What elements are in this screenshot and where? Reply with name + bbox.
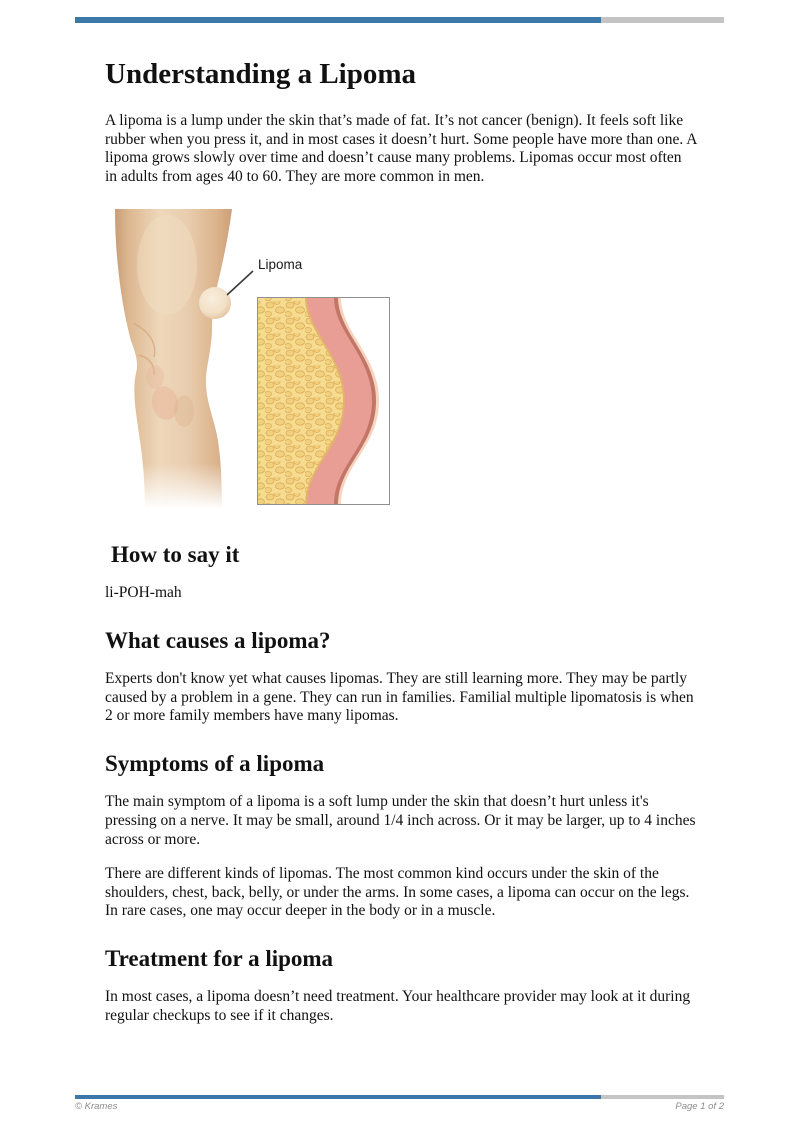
lipoma-bump (199, 287, 231, 319)
page-footer (75, 1101, 724, 1112)
heading-how-to-say-it: How to say it (111, 541, 240, 567)
leg-fadeout (105, 463, 245, 517)
causes-paragraph: Experts don't know yet what causes lipomas. They are still learning more. They may be partly caused by a problem in a gene. They can run in families. Familial multiple lipomatosis is when 2 or more family members have many lipomas. (105, 670, 694, 725)
heading-treatment: Treatment for a lipoma (105, 945, 334, 971)
knee-shading (146, 365, 164, 389)
label-pointer-line (227, 271, 253, 295)
leg-drawing (105, 209, 245, 517)
lipoma-illustration-svg (105, 205, 405, 517)
bottom-accent-bar (75, 1095, 724, 1099)
cross-section-inset (257, 297, 390, 505)
copyright-text: © Krames (75, 1101, 118, 1112)
lipoma-label: Lipoma (258, 256, 303, 272)
lipoma-illustration (105, 205, 697, 517)
thigh-highlight (137, 215, 197, 315)
bottom-accent-bar-fill (75, 1095, 601, 1099)
heading-causes: What causes a lipoma? (105, 627, 331, 653)
symptoms-paragraph-2: There are different kinds of lipomas. The most common kind occurs under the skin of the shoulders, chest, back, belly, or under the arms. In some cases, a lipoma can occur on the legs. In rare cases, one may occur deeper in the body or in a muscle. (105, 865, 690, 920)
intro-paragraph: A lipoma is a lump under the skin that’s made of fat. It’s not cancer (benign). It feels soft like rubber when you press it, and in most cases it doesn’t hurt. Some people have more than one. A lipoma grows slowly over time and doesn’t cause many problems. Lipomas occur most often in adults from ages 40 to 60. They are more common in men. (105, 112, 697, 186)
heading-symptoms: Symptoms of a lipoma (105, 750, 325, 776)
symptoms-paragraph-1: The main symptom of a lipoma is a soft lump under the skin that doesn’t hurt unless it's pressing on a nerve. It may be small, around 1/4 inch across. Or it may be larger, up to 4 inches across or more. (105, 793, 696, 848)
knee-shadow (174, 395, 194, 427)
top-accent-bar (75, 17, 724, 23)
top-accent-bar-fill (75, 17, 601, 23)
page-number: Page 1 of 2 (675, 1101, 724, 1112)
page-title: Understanding a Lipoma (105, 58, 417, 90)
treatment-paragraph: In most cases, a lipoma doesn’t need treatment. Your healthcare provider may look at it during regular checkups to see if it changes. (105, 988, 691, 1024)
pronunciation-text: li-POH-mah (105, 584, 182, 602)
